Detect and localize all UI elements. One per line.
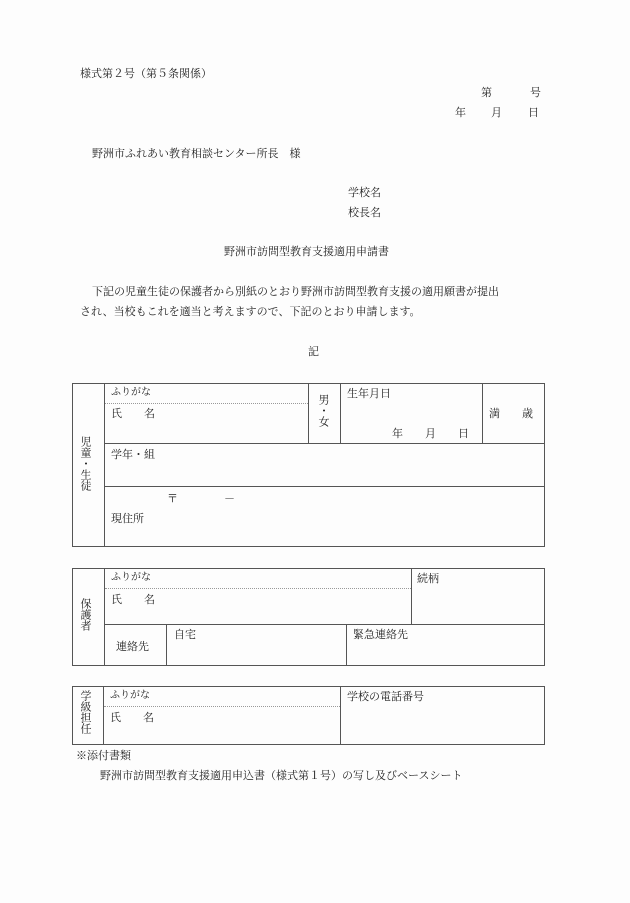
teacher-section-label: 学級担任 xyxy=(79,690,92,734)
ki-heading: 記 xyxy=(308,345,319,358)
addressee: 野洲市ふれあい教育相談センター所長 様 xyxy=(92,147,301,160)
relation-label: 続柄 xyxy=(417,572,439,585)
guardian-name-label: 氏 名 xyxy=(111,593,155,606)
student-name-label: 氏 名 xyxy=(111,407,155,420)
postal-mark: 〒 xyxy=(167,492,178,505)
student-section-label: 児童・生徒 xyxy=(79,436,92,491)
contact-label: 連絡先 xyxy=(116,640,149,653)
emergency-contact-label: 緊急連絡先 xyxy=(353,628,408,641)
age-suffix: 歳 xyxy=(522,407,533,420)
guardian-furigana-label: ふりがな xyxy=(111,572,151,583)
doc-number-prefix: 第 xyxy=(481,86,492,99)
attachments-item: 野洲市訪問型教育支援適用申込書（様式第１号）の写し及びベースシート xyxy=(100,769,463,782)
body-line-2: され、当校もこれを適当と考えますので、下記のとおり申請します。 xyxy=(80,305,421,318)
teacher-furigana-label: ふりがな xyxy=(110,690,150,701)
birth-year: 年 xyxy=(392,427,403,440)
birth-month: 月 xyxy=(425,427,436,440)
birthdate-label: 生年月日 xyxy=(347,387,391,400)
student-furigana-label: ふりがな xyxy=(111,387,151,398)
doc-number-suffix: 号 xyxy=(530,86,541,99)
date-year: 年 xyxy=(455,106,466,119)
document-title: 野洲市訪問型教育支援適用申請書 xyxy=(224,245,389,258)
gender-label: 男・女 xyxy=(317,394,330,427)
grade-class-label: 学年・組 xyxy=(111,448,155,461)
home-phone-label: 自宅 xyxy=(174,628,196,641)
school-name-label: 学校名 xyxy=(348,186,381,199)
body-line-1: 下記の児童生徒の保護者から別紙のとおり野洲市訪問型教育支援の適用願書が提出 xyxy=(92,285,499,298)
age-prefix: 満 xyxy=(489,407,500,420)
guardian-section-label: 保護者 xyxy=(79,598,92,631)
attachments-heading: ※添付書類 xyxy=(76,749,131,762)
principal-name-label: 校長名 xyxy=(348,206,381,219)
birth-day: 日 xyxy=(458,427,469,440)
date-month: 月 xyxy=(491,106,502,119)
form-number: 様式第２号（第５条関係） xyxy=(80,67,212,80)
address-label: 現住所 xyxy=(111,512,144,525)
school-phone-label: 学校の電話番号 xyxy=(347,690,424,703)
date-day: 日 xyxy=(528,106,539,119)
teacher-name-label: 氏 名 xyxy=(110,711,154,724)
postal-dash: － xyxy=(224,492,235,505)
